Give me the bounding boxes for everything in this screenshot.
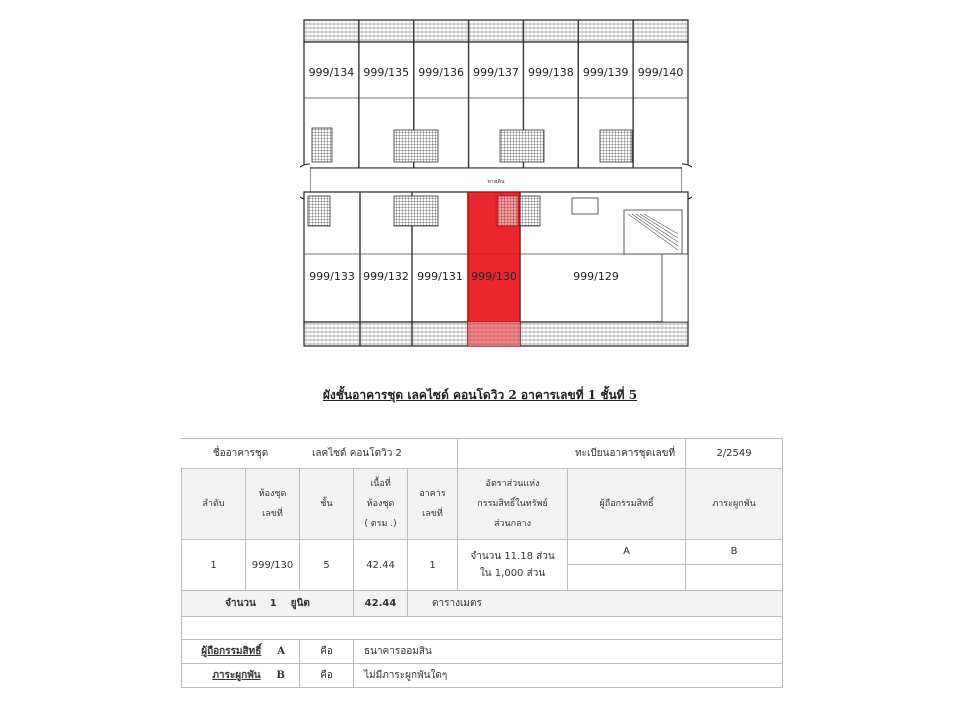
building-name: เลคไซด์ คอนโดวิว 2: [300, 439, 458, 469]
header-seq: ลำดับ: [182, 469, 246, 540]
corridor-label: ทางเดิน: [487, 179, 505, 185]
unit-label-bottom: 999/130: [471, 270, 517, 283]
legend-row-encumbrance: [182, 664, 783, 688]
cell-building: 1: [408, 540, 458, 591]
header-row: [182, 469, 783, 540]
header-ratio: อัตราส่วนแห่ง กรรมสิทธิ์ในทรัพย์ ส่วนกลาง: [458, 469, 568, 540]
unit-label-bottom: 999/132: [363, 270, 409, 283]
registration-label: ทะเบียนอาคารชุดเลขที่: [458, 439, 686, 469]
unit-label-top: 999/135: [363, 66, 410, 79]
cell-unit: 999/130: [246, 540, 300, 591]
summary-area-unit: ตารางเมตร: [408, 591, 783, 617]
unit-label-bottom: 999/129: [573, 270, 619, 283]
unit-label-bottom: 999/131: [417, 270, 463, 283]
building-info-row: [182, 439, 783, 469]
summary-count: จำนวน 1 ยูนิต: [182, 591, 354, 617]
header-owner: ผู้ถือกรรมสิทธิ์: [568, 469, 686, 540]
unit-label-top: 999/137: [473, 66, 519, 79]
legend-row-owner: [182, 640, 783, 664]
header-unit: ห้องชุด เลขที่: [246, 469, 300, 540]
cell-encumbrance: B: [686, 540, 783, 591]
legend-owner-is: คือ: [300, 640, 354, 664]
header-encumbrance: ภาระผูกพัน: [686, 469, 783, 540]
unit-label-top: 999/139: [582, 66, 629, 79]
floor-plan: [300, 18, 692, 350]
unit-label-top: 999/134: [308, 66, 355, 79]
cell-ratio: จำนวน 11.18 ส่วน ใน 1,000 ส่วน: [458, 540, 568, 591]
top-balcony: [304, 20, 688, 42]
unit-label-top: 999/140: [637, 66, 684, 79]
legend-owner-value: ธนาคารออมสิน: [354, 640, 783, 664]
table-row: [182, 540, 783, 591]
registration-number: 2/2549: [686, 439, 783, 469]
header-floor: ชั้น: [300, 469, 354, 540]
legend-encumbrance-value: ไม่มีภาระผูกพันใดๆ: [354, 664, 783, 688]
plan-title: ผังชั้นอาคารชุด เลคไซด์ คอนโดวิว 2 อาคารเลขที่ 1 ชั้นที่ 5: [322, 388, 638, 402]
cell-area: 42.44: [354, 540, 408, 591]
cell-floor: 5: [300, 540, 354, 591]
unit-label-top: 999/136: [418, 66, 464, 79]
header-building: อาคาร เลขที่: [408, 469, 458, 540]
blank-row: [182, 617, 783, 640]
cell-seq: 1: [182, 540, 246, 591]
registry-table: [181, 438, 783, 688]
floor-plan-drawing: [300, 18, 692, 350]
summary-total-area: 42.44: [354, 591, 408, 617]
legend-owner-label: ผู้ถือกรรมสิทธิ์ A: [182, 640, 300, 664]
header-area: เนื้อที่ ห้องชุด ( ตรม .): [354, 469, 408, 540]
unit-label-top: 999/138: [528, 66, 574, 79]
building-name-label: ชื่ออาคารชุด: [182, 439, 300, 469]
legend-encumbrance-is: คือ: [300, 664, 354, 688]
unit-label-bottom: 999/133: [309, 270, 355, 283]
cell-owner: A: [568, 540, 686, 591]
legend-encumbrance-label: ภาระผูกพัน B: [182, 664, 300, 688]
summary-row: [182, 591, 783, 617]
